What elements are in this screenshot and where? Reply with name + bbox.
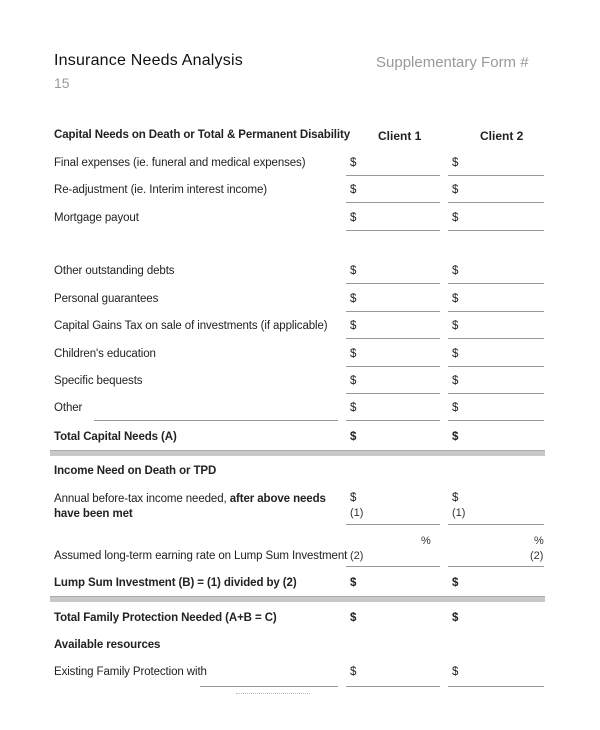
client1-dollar-sign: $ [350, 212, 357, 224]
client1-amount-field[interactable] [346, 175, 440, 176]
client2-amount-field[interactable] [448, 202, 544, 203]
total-family-client2-dollar: $ [452, 612, 459, 624]
existing-client1-field[interactable] [346, 686, 440, 687]
available-resources-heading: Available resources [54, 639, 161, 651]
annual-income-label-bold: after above needs have been met [54, 493, 326, 520]
section-divider-2 [50, 596, 545, 602]
client1-amount-field[interactable] [346, 420, 440, 421]
footer-mark [236, 693, 310, 696]
annual-client1-ref: (1) [350, 507, 364, 519]
capital-need-row-label: Specific bequests [54, 375, 143, 387]
client2-dollar-sign: $ [452, 348, 459, 360]
client2-amount-field[interactable] [448, 175, 544, 176]
client2-dollar-sign: $ [452, 375, 459, 387]
client1-amount-field[interactable] [346, 338, 440, 339]
client1-amount-field[interactable] [346, 311, 440, 312]
client1-dollar-sign: $ [350, 320, 357, 332]
existing-client2-field[interactable] [448, 686, 544, 687]
client2-amount-field[interactable] [448, 283, 544, 284]
total-family-protection-label: Total Family Protection Needed (A+B = C) [54, 612, 277, 624]
annual-client2-field[interactable] [448, 524, 544, 525]
client1-amount-field[interactable] [346, 283, 440, 284]
client2-dollar-sign: $ [452, 402, 459, 414]
lump-client1-dollar: $ [350, 577, 357, 589]
client2-dollar-sign: $ [452, 265, 459, 277]
client1-header: Client 1 [378, 129, 422, 143]
annual-client1-dollar: $ [350, 492, 357, 504]
section-divider [50, 450, 545, 456]
client1-dollar-sign: $ [350, 348, 357, 360]
assumed-client2-ref: (2) [530, 550, 544, 562]
page-title: Insurance Needs Analysis [54, 52, 243, 69]
capital-needs-heading: Capital Needs on Death or Total & Permanent Disability [54, 129, 351, 141]
client2-amount-field[interactable] [448, 393, 544, 394]
client1-dollar-sign: $ [350, 157, 357, 169]
existing-protection-field[interactable] [200, 686, 338, 687]
annual-income-label-normal: Annual before-tax income needed, [54, 493, 230, 505]
capital-need-row-label: Other [54, 402, 83, 414]
capital-need-row-label: Personal guarantees [54, 293, 159, 305]
client1-amount-field[interactable] [346, 393, 440, 394]
assumed-client1-ref: (2) [350, 550, 364, 562]
client2-header: Client 2 [480, 129, 524, 143]
annual-client2-ref: (1) [452, 507, 466, 519]
client2-amount-field[interactable] [448, 420, 544, 421]
client1-dollar-sign: $ [350, 184, 357, 196]
client2-dollar-sign: $ [452, 293, 459, 305]
capital-need-row-label: Other outstanding debts [54, 265, 175, 277]
page-number: 15 [54, 75, 70, 91]
client2-amount-field[interactable] [448, 366, 544, 367]
capital-need-row-label: Capital Gains Tax on sale of investments (if applicable) [54, 320, 328, 332]
income-need-heading: Income Need on Death or TPD [54, 465, 217, 477]
supplementary-form-label: Supplementary Form # [376, 54, 529, 71]
client1-dollar-sign: $ [350, 293, 357, 305]
annual-client1-field[interactable] [346, 524, 440, 525]
annual-client2-dollar: $ [452, 492, 459, 504]
total-capital-client1-dollar: $ [350, 431, 357, 443]
client1-dollar-sign: $ [350, 265, 357, 277]
total-family-client1-dollar: $ [350, 612, 357, 624]
client2-amount-field[interactable] [448, 230, 544, 231]
client1-amount-field[interactable] [346, 366, 440, 367]
capital-need-row-label: Final expenses (ie. funeral and medical expenses) [54, 157, 306, 169]
capital-need-row-label: Children's education [54, 348, 156, 360]
client1-amount-field[interactable] [346, 202, 440, 203]
assumed-rate-label: Assumed long-term earning rate on Lump Sum Investment [54, 550, 348, 562]
client2-dollar-sign: $ [452, 320, 459, 332]
assumed-client1-field[interactable] [346, 566, 440, 567]
existing-client2-dollar: $ [452, 666, 459, 678]
total-capital-needs-label: Total Capital Needs (A) [54, 431, 177, 443]
client1-amount-field[interactable] [346, 230, 440, 231]
existing-protection-label: Existing Family Protection with [54, 666, 207, 678]
client2-dollar-sign: $ [452, 184, 459, 196]
client1-dollar-sign: $ [350, 375, 357, 387]
total-capital-client2-dollar: $ [452, 431, 459, 443]
assumed-client2-field[interactable] [448, 566, 544, 567]
client1-percent-sign: % [421, 535, 431, 547]
client2-dollar-sign: $ [452, 157, 459, 169]
client2-percent-sign: % [534, 535, 544, 547]
capital-need-row-label: Re-adjustment (ie. Interim interest income) [54, 184, 267, 196]
client2-dollar-sign: $ [452, 212, 459, 224]
client1-dollar-sign: $ [350, 402, 357, 414]
lump-sum-label: Lump Sum Investment (B) = (1) divided by (2) [54, 577, 297, 589]
annual-income-label [54, 492, 344, 522]
capital-need-row-label: Mortgage payout [54, 212, 139, 224]
client2-amount-field[interactable] [448, 338, 544, 339]
existing-client1-dollar: $ [350, 666, 357, 678]
lump-client2-dollar: $ [452, 577, 459, 589]
client2-amount-field[interactable] [448, 311, 544, 312]
other-description-field[interactable] [94, 420, 338, 421]
